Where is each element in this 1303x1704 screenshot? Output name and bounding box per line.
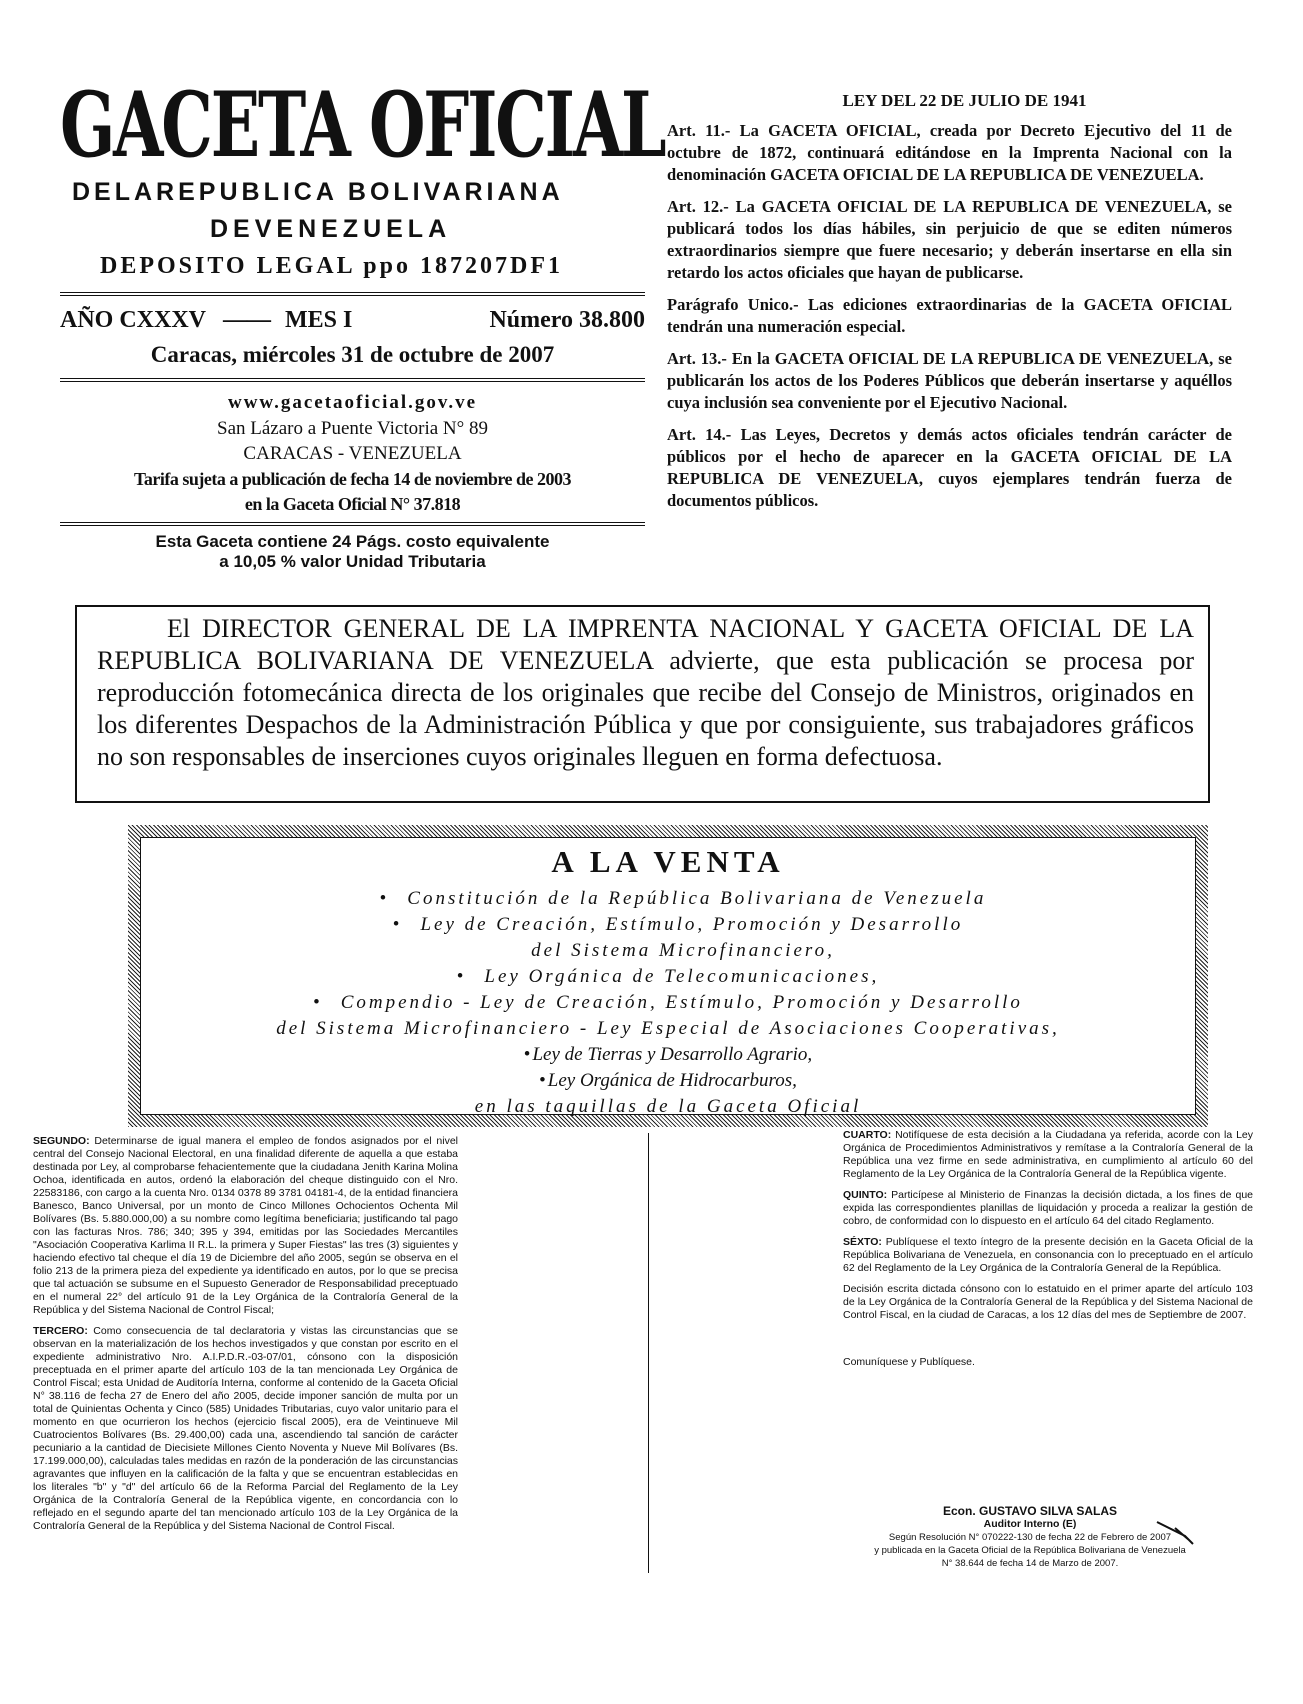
segundo-paragraph: [33, 1135, 458, 1317]
costo-line-1: Esta Gaceta contiene 24 Págs. costo equivalente: [155, 532, 550, 551]
address-line-2: CARACAS - VENEZUELA: [243, 443, 462, 464]
tercero-text: Como consecuencia de tal declaratoria y vistas las circunstancias que se observan en la materialización de los hechos investigados y que constan por escrito en el expediente administrativo Nro. A.I.P.D.R.-03-07/01, cónsono con la disposición preceptuada en el primer aparte del artículo 103 de la tan mencionada Ley Orgánica de Control Fiscal; esta Unidad de Auditoría Interna, conforme al contenido de la Gaceta Oficial N° 38.116 de fecha 27 de Enero del año 2005, decide imponer sanción de multa por un total de Quinientas Ochenta y Cinco (585) Unidades Tributarias, cuyo valor unitario para el momento en que ocurrieron los hechos (ejercicio fiscal 2005), era de Veintinueve Mil Cuatrocientos Bolívares (Bs. 29.400,00) cada una, ascendiendo tal sanción de carácter pecuniario a la cantidad de Diecisiete Millones Ciento Noventa y Nueve Mil Bolívares (Bs. 17.199.000,00), calculadas tales medidas en razón de la ponderación de las circunstancias agravantes que influyen en la calificación de la falta y que se encuentran establecidas en los literales "b" y "d" del artículo 66 de la Reforma Parcial del Reglamento de la Ley Orgánica de la Contraloría General de la República vigente, en concordancia con lo reflejado en el segundo aparte del tan mencionado artículo 103 de la Ley Orgánica de la Contraloría General de la República y del Sistema Nacional de Control Fiscal.: [33, 1325, 459, 1532]
gazette-title: GACETA OFICIAL: [60, 72, 665, 178]
law-title: LEY DEL 22 DE JULIO DE 1941: [842, 91, 1087, 110]
law-article-11: Art. 11.- La GACETA OFICIAL, creada por Decreto Ejecutivo del 11 de octubre de 1872, continuará editándose en la Imprenta Nacional con la denominación GACETA OFICIAL DE LA REPUBLICA DE VENEZUELA.: [667, 121, 1232, 184]
venta-item-text: Constitución de la República Bolivariana de Venezuela: [407, 888, 987, 909]
bullet-icon: •: [392, 914, 403, 935]
signature-stroke-icon: [1155, 1518, 1195, 1548]
venta-item-cont: del Sistema Microfinanciero,: [531, 940, 835, 961]
bullet-icon: •: [539, 1070, 546, 1091]
gazette-subtitle-country: DEVENEZUELA: [210, 215, 452, 243]
sexto-text: Publíquese el texto íntegro de la presente decisión en la Gaceta Oficial de la República Bolivariana de Venezuela, en consonancia con lo preceptuado en el artículo 62 del Reglamento de la Ley Orgánica de la Contraloría General de la República.: [843, 1236, 1254, 1274]
venta-item: [141, 888, 1195, 910]
decision-paragraph: Decisión escrita dictada cónsono con lo estatuido en el primer aparte del artículo 103 de la Ley Orgánica de la Contraloría General de la República y del Sistema Nacional de Control Fiscal, en la ciudad de Caracas, a los 12 días del mes de Septiembre de 2007.: [843, 1283, 1253, 1321]
signer-resolution-3: N° 38.644 de fecha 14 de Marzo de 2007.: [941, 1558, 1119, 1569]
segundo-label: SEGUNDO:: [33, 1135, 90, 1147]
venta-item-cont: del Sistema Microfinanciero - Ley Especial de Asociaciones Cooperativas,: [276, 1018, 1060, 1039]
issue-month: MES I: [285, 307, 353, 333]
issue-dash: ——: [223, 307, 271, 333]
tercero-label: TERCERO:: [33, 1325, 88, 1337]
bullet-icon: •: [313, 992, 323, 1013]
masthead-rule-bottom: [60, 522, 645, 526]
right-column: [843, 1129, 1253, 1377]
cuarto-label: CUARTO:: [843, 1129, 892, 1141]
venta-item-text: Ley Orgánica de Hidrocarburos,: [547, 1070, 797, 1091]
venta-item: [141, 992, 1195, 1014]
law-article-14: Art. 14.- Las Leyes, Decretos y demás actos oficiales tendrán carácter de públicos por el hecho de aparecer en la GACETA OFICIAL DE LA REPUBLICA DE VENEZUELA, cuyos ejemplares tendrán fuerza de documentos públicos.: [667, 425, 1232, 510]
tarifa-line-1: Tarifa sujeta a publicación de fecha 14 de noviembre de 2003: [134, 469, 571, 489]
comuniquese: Comuníquese y Publíquese.: [843, 1356, 975, 1368]
masthead-rule-top: [60, 292, 645, 296]
venta-item-text: Ley de Creación, Estímulo, Promoción y Desarrollo: [420, 914, 964, 935]
quinto-label: QUINTO:: [843, 1189, 888, 1201]
venta-footer: en las taquillas de la Gaceta Oficial: [474, 1096, 862, 1117]
law-column: [667, 90, 1232, 522]
website-link[interactable]: www.gacetaoficial.gov.ve: [227, 392, 478, 413]
quinto-paragraph: [843, 1189, 1253, 1228]
signer-resolution-1: Según Resolución N° 070222-130 de fecha 22 de Febrero de 2007: [888, 1532, 1172, 1543]
bullet-icon: •: [379, 888, 390, 909]
venta-box: [128, 825, 1208, 1127]
venta-item: [141, 1044, 1195, 1066]
signer-name: Econ. GUSTAVO SILVA SALAS: [942, 1504, 1117, 1518]
law-article-12: Art. 12.- La GACETA OFICIAL DE LA REPUBLICA DE VENEZUELA, se publicará todos los días hábiles, sin perjuicio de que se editen números extraordinarios siempre que fuere necesario; y deberán insertarse en ella sin retardo los actos oficiales que hayan de publicarse.: [667, 197, 1232, 282]
venta-item: [141, 966, 1195, 988]
segundo-text: Determinarse de igual manera el empleo de fondos asignados por el nivel central del Consejo Nacional Electoral, en una finalidad diferente de aquella a que estaba destinada por Ley, al comprobarse fehacientemente que la ciudadana Jenith Karina Molina Ochoa, identificada en autos, ordenó la elaboración del cheque distinguido con el Nro. 22583186, con cargo a la cuenta Nro. 0134 0378 89 3781 04181-4, de la entidad financiera Banesco, Banco Universal, por un monto de Cinco Millones Ochocientos Ochenta Mil Bolívares (Bs. 5.880.000,00) a su nombre como legítima beneficiaria; justificando tal pago con las facturas Nros. 786; 340; 395 y 394, emitidas por las Sociedades Mercantiles "Asociación Cooperativa Karlima II R.L. la primera y Super Fiestas" las tres (3) siguientes y haciendo efectivo tal cheque el día 19 de Diciembre del año 2005, según se observa en el folio 213 de la primera pieza del expediente ya identificado en autos, por lo que se precisa que tal actuación se subsume en el Supuesto Generador de Responsabilidad preceptuado en el numeral 22° del artículo 91 de la Ley Orgánica de la Contraloría General de la República y del Sistema Nacional de Control Fiscal;: [33, 1135, 458, 1316]
venta-item: [141, 1070, 1195, 1092]
venta-item-text: Ley Orgánica de Telecomunicaciones,: [484, 966, 880, 987]
law-paragrafo-unico: Parágrafo Unico.- Las ediciones extraordinarias de la GACETA OFICIAL tendrán una numeración especial.: [667, 295, 1232, 336]
director-notice-box: [75, 605, 1210, 803]
column-divider: [648, 1133, 649, 1573]
gazette-subtitle-republic: DELAREPUBLICA BOLIVARIANA: [72, 178, 564, 206]
masthead-rule-mid: [60, 378, 645, 382]
signer-role: Auditor Interno (E): [983, 1518, 1077, 1530]
venta-title: A LA VENTA: [551, 844, 785, 879]
law-article-13: Art. 13.- En la GACETA OFICIAL DE LA REPUBLICA DE VENEZUELA, se publicarán los actos de los Poderes Públicos que deberán insertarse y aquéllos cuya inclusión sea conveniente por el Ejecutivo Nacional.: [667, 349, 1232, 412]
bullet-icon: •: [523, 1044, 531, 1065]
signature-block: [870, 1505, 1190, 1570]
issue-date: Caracas, miércoles 31 de octubre de 2007: [150, 342, 555, 367]
cuarto-paragraph: [843, 1129, 1253, 1181]
address-line-1: San Lázaro a Puente Victoria N° 89: [217, 418, 488, 439]
issue-year: AÑO CXXXV: [60, 307, 206, 333]
sexto-label: SÉXTO:: [843, 1236, 882, 1248]
venta-item-text: Compendio - Ley de Creación, Estímulo, Promoción y Desarrollo: [340, 992, 1023, 1013]
signer-resolution-2: y publicada en la Gaceta Oficial de la República Bolivariana de Venezuela: [874, 1545, 1186, 1556]
quinto-text: Particípese al Ministerio de Finanzas la decisión dictada, a los fines de que expida las correspondientes planillas de liquidación y proceda a realizar la gestión de cobro, de conformidad con lo dispuesto en el artículo 64 del citado Reglamento.: [843, 1189, 1254, 1227]
bullet-icon: •: [456, 966, 467, 987]
deposito-legal: DEPOSITO LEGAL ppo 187207DF1: [100, 253, 563, 279]
tercero-paragraph: [33, 1325, 458, 1533]
cuarto-text: Notifíquese de esta decisión a la Ciudadana ya referida, acorde con la Ley Orgánica de Procedimientos Administrativos y remítase a la Contraloría General de la República una vez firme en sede administrativa, en cumplimiento al artículo 60 del Reglamento de la Ley Orgánica de la Contraloría General de la República vigente.: [843, 1129, 1253, 1180]
venta-item: [141, 914, 1195, 936]
issue-number: Número 38.800: [489, 307, 645, 333]
tarifa-line-2: en la Gaceta Oficial N° 37.818: [244, 494, 461, 514]
masthead: [60, 72, 665, 571]
costo-line-2: a 10,05 % valor Unidad Tributaria: [219, 552, 486, 571]
venta-inner: [140, 837, 1196, 1115]
director-notice-text: El DIRECTOR GENERAL DE LA IMPRENTA NACIONAL Y GACETA OFICIAL DE LA REPUBLICA BOLIVARIANA DE VENEZUELA advierte, que esta publicación se procesa por reproducción fotomecánica directa de los originales que recibe del Consejo de Ministros, originados en los diferentes Despachos de la Administración Pública y que por consiguiente, sus trabajadores gráficos no son responsables de inserciones cuyos originales lleguen en forma defectuosa.: [97, 614, 1194, 771]
venta-item-text: Ley de Tierras y Desarrollo Agrario,: [532, 1044, 813, 1065]
costo-notice: [60, 532, 645, 572]
left-column: [33, 1135, 458, 1541]
sexto-paragraph: [843, 1236, 1253, 1275]
